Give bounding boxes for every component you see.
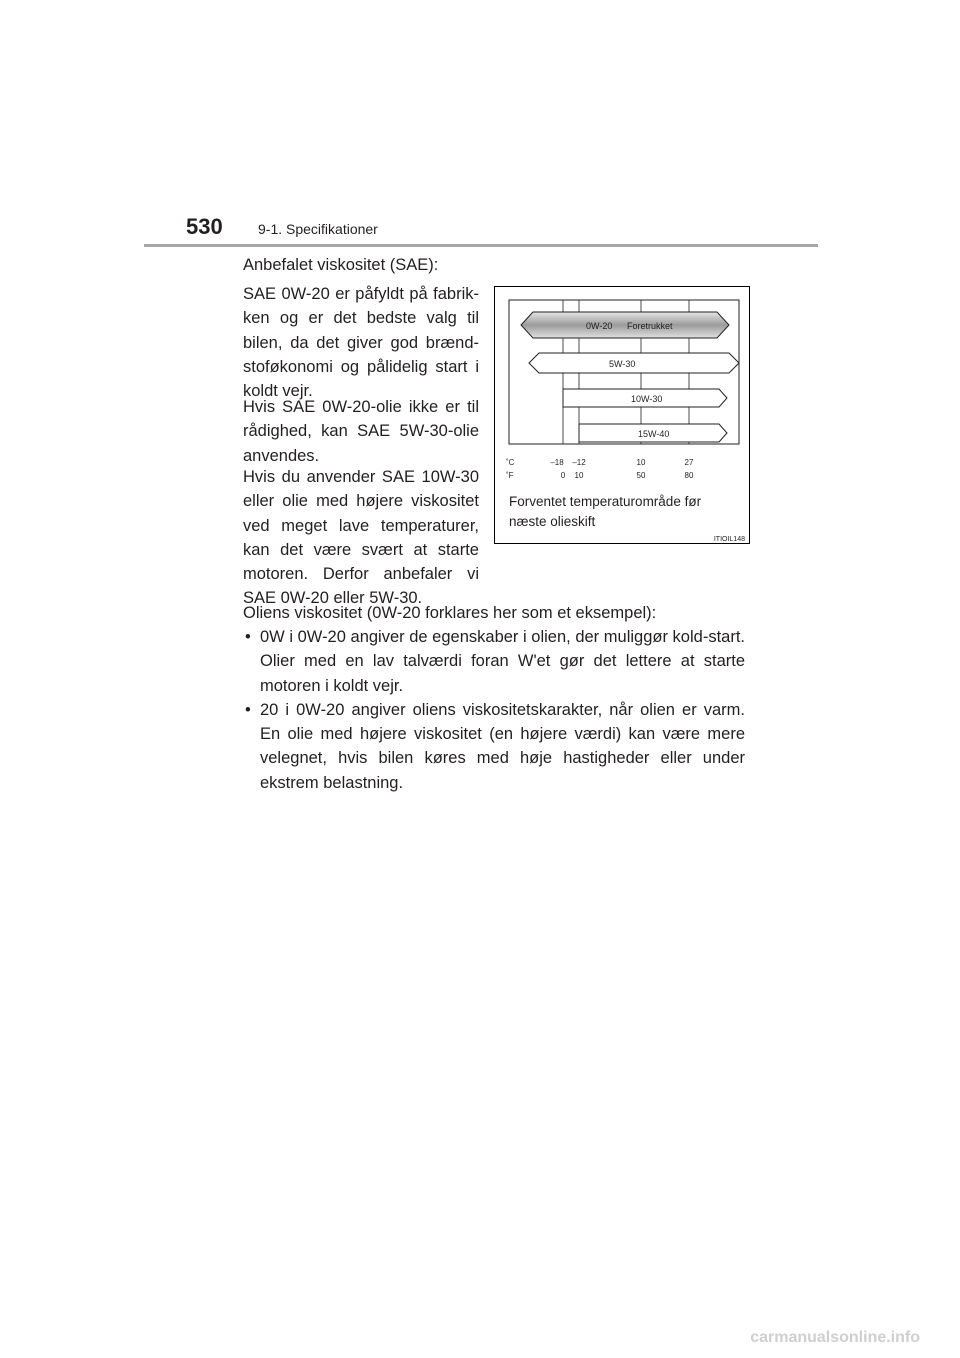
viscosity-chart xyxy=(495,287,751,545)
bar-15w40-label: 15W-40 xyxy=(638,429,670,439)
celsius-tick: 27 xyxy=(684,458,694,467)
celsius-unit: ˚C xyxy=(506,458,515,467)
bullet-glyph: • xyxy=(245,628,251,646)
paragraph-alternative-oil: Hvis SAE 0W-20-olie ikke er til rådighed, kan SAE 5W-30-olie anvendes. xyxy=(243,398,479,465)
fahrenheit-tick: 50 xyxy=(636,471,646,480)
paragraph-high-viscosity-warning: Hvis du anvender SAE 10W-30 eller olie med højere viskositet ved meget lave temperaturer, kan det være svært at starte motoren. Derfor anbefaler vi SAE 0W-20 eller 5W-30. xyxy=(243,468,479,608)
fahrenheit-tick: 10 xyxy=(574,471,584,480)
watermark: carmanualsonline.info xyxy=(750,1329,920,1346)
bullet-glyph: • xyxy=(245,700,251,719)
bar-10w30-label: 10W-30 xyxy=(631,394,663,404)
header-divider xyxy=(144,244,818,247)
bar-0w20-arrow xyxy=(521,312,729,338)
celsius-tick: –12 xyxy=(572,458,586,467)
bar-5w30-label: 5W-30 xyxy=(609,359,636,369)
list-item: • 20 i 0W-20 angiver oliens viskositetskarakter, når olien er varm. En olie med højere viskositet (en højere værdi) kan være mere velegnet, hvis bilen køres med høje hastigheder eller under ekstrem belastning. xyxy=(243,698,745,795)
figure-id: ITIOIL148 xyxy=(713,536,745,543)
fahrenheit-tick: 80 xyxy=(684,471,694,480)
list-item: • 0W i 0W-20 angiver de egenskaber i olien, der muliggør kold-start. Olier med en lav talværdi foran W'et gør det lettere at starte motoren i koldt vejr. xyxy=(243,625,745,698)
figure-caption-line2: næste olieskift xyxy=(509,514,596,529)
explanation-list xyxy=(243,625,745,795)
bar-0w20-tag: Foretrukket xyxy=(627,321,673,331)
celsius-tick: 10 xyxy=(636,458,646,467)
fahrenheit-tick: 0 xyxy=(560,471,566,480)
paragraph-factory-oil: SAE 0W-20 er påfyldt på fabrik-ken og er det bedste valg til bilen, da det giver god brænd-stoføkonomi og pålidelig start i koldt vejr. xyxy=(243,285,479,401)
page-number: 530 xyxy=(186,214,223,239)
section-title: 9-1. Specifikationer xyxy=(258,221,378,237)
explanation-lead: Oliens viskositet (0W-20 forklares her som et eksempel): xyxy=(243,604,657,622)
figure-caption-line1: Forventet temperaturområde før xyxy=(509,494,702,509)
viscosity-figure xyxy=(494,286,750,544)
celsius-tick: –18 xyxy=(550,458,564,467)
intro-heading: Anbefalet viskositet (SAE): xyxy=(243,256,439,274)
bar-0w20-label: 0W-20 xyxy=(586,321,613,331)
fahrenheit-unit: ˚F xyxy=(506,471,514,480)
